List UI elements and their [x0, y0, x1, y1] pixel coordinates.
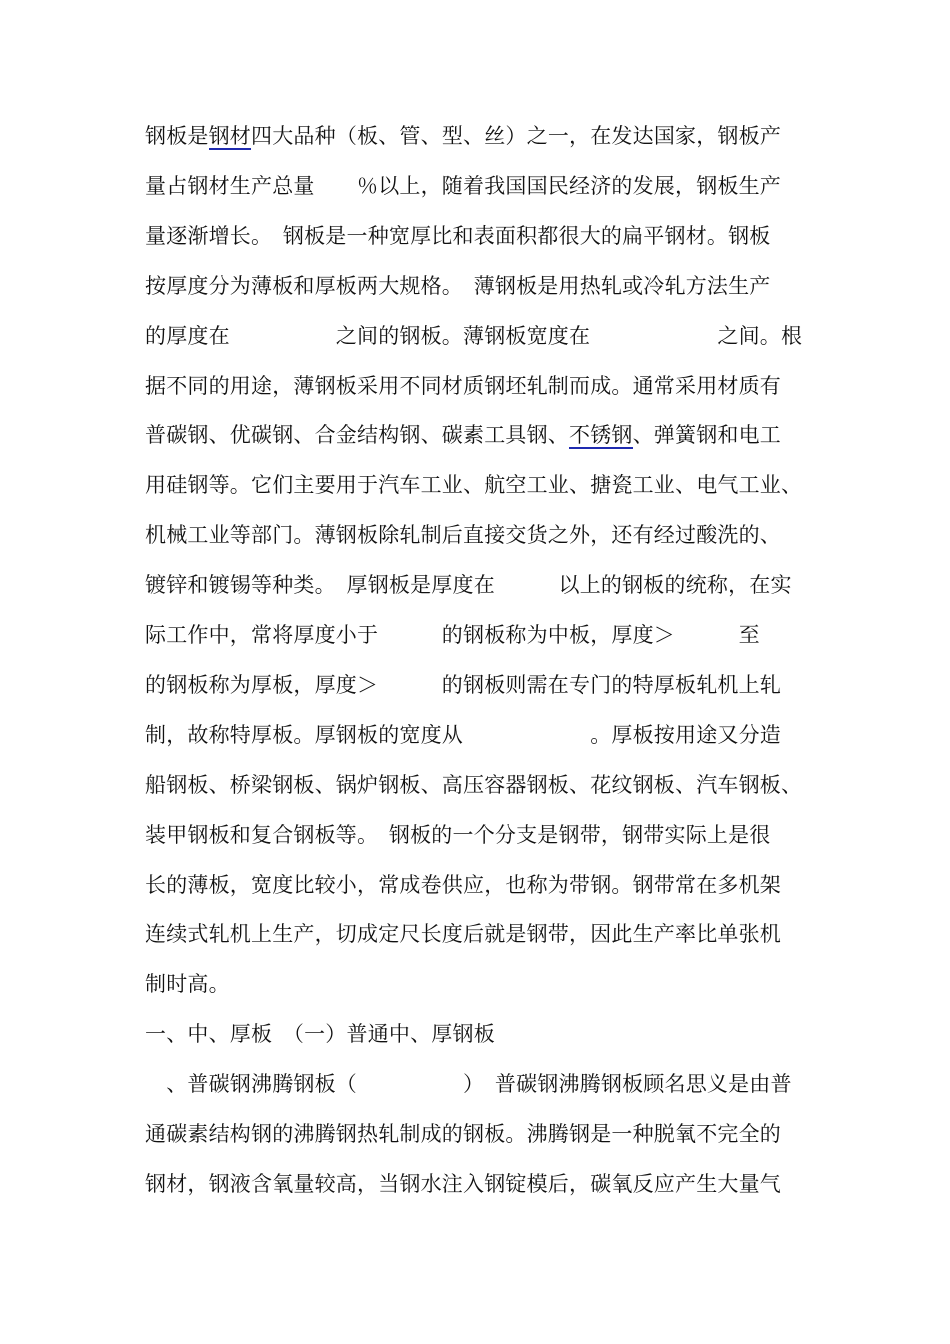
text-line	[145, 417, 815, 453]
text-line	[145, 767, 815, 803]
text-line	[145, 867, 815, 903]
text-segment: 镀锌和镀锡等种类。 厚钢板是厚度在 以上的钢板的统称，在实	[145, 573, 792, 598]
text-segment: 制时高。	[145, 972, 230, 997]
text-line	[145, 218, 815, 254]
hyperlink[interactable]: 不锈钢	[569, 423, 633, 448]
text-segment: 际工作中，常将厚度小于 的钢板称为中板，厚度＞ 至	[145, 623, 760, 647]
text-line	[145, 1116, 815, 1152]
text-line	[145, 667, 815, 703]
text-segment: 用硅钢等。它们主要用于汽车工业、航空工业、搪瓷工业、电气工业、	[145, 473, 803, 498]
text-segment: 制，故称特厚板。厚钢板的宽度从 。厚板按用途又分造	[145, 722, 781, 747]
text-segment: 、普碳钢沸腾钢板（ ） 普碳钢沸腾钢板顾名思义是由普	[145, 1072, 792, 1097]
text-line	[145, 517, 815, 553]
text-segment: 量逐渐增长。 钢板是一种宽厚比和表面积都很大的扁平钢材。钢板	[145, 223, 771, 248]
text-segment: 、弹簧钢和电工	[632, 423, 782, 448]
text-segment: 机械工业等部门。薄钢板除轧制后直接交货之外，还有经过酸洗的、	[145, 523, 781, 548]
text-segment: 通碳素结构钢的沸腾钢热轧制成的钢板。沸腾钢是一种脱氧不完全的	[145, 1122, 781, 1146]
hyperlink[interactable]: 钢材	[208, 124, 252, 148]
text-line	[145, 368, 815, 404]
text-line	[145, 1166, 815, 1202]
text-segment: 一、中、厚板 （一）普通中、厚钢板	[145, 1022, 495, 1047]
text-segment: 四大品种（板、管、型、丝）之一，在发达国家，钢板产	[251, 124, 782, 148]
text-segment: 钢板是	[145, 124, 209, 148]
text-line	[145, 318, 815, 354]
text-segment: 长的薄板，宽度比较小，常成卷供应，也称为带钢。钢带常在多机架	[145, 872, 781, 897]
text-segment: 装甲钢板和复合钢板等。 钢板的一个分支是钢带，钢带实际上是很	[145, 822, 771, 847]
text-segment: 普碳钢、优碳钢、合金结构钢、碳素工具钢、	[145, 423, 569, 448]
text-segment: 量占钢材生产总量 ％以上，随着我国国民经济的发展，钢板生产	[145, 173, 781, 198]
text-segment: 据不同的用途，薄钢板采用不同材质钢坯轧制而成。通常采用材质有	[145, 373, 781, 398]
text-segment: 钢材，钢液含氧量较高，当钢水注入钢锭模后，碳氧反应产生大量气	[145, 1171, 781, 1196]
text-line	[145, 168, 815, 204]
text-line	[145, 1066, 815, 1102]
text-segment: 的厚度在 之间的钢板。薄钢板宽度在 之间。根	[145, 323, 803, 348]
text-line	[145, 966, 815, 1002]
text-segment: 的钢板称为厚板，厚度＞ 的钢板则需在专门的特厚板轧机上轧	[145, 672, 781, 697]
text-line	[145, 467, 815, 503]
text-line	[145, 567, 815, 603]
text-line	[145, 916, 815, 952]
text-line	[145, 268, 815, 304]
text-line	[145, 817, 815, 853]
text-segment: 船钢板、桥梁钢板、锅炉钢板、高压容器钢板、花纹钢板、汽车钢板、	[145, 772, 803, 797]
text-line	[145, 717, 815, 753]
text-segment: 连续式轧机上生产，切成定尺长度后就是钢带，因此生产率比单张机	[145, 922, 781, 947]
text-line	[145, 118, 815, 154]
text-line	[145, 617, 815, 653]
text-line	[145, 1016, 815, 1052]
text-segment: 按厚度分为薄板和厚板两大规格。 薄钢板是用热轧或冷轧方法生产	[145, 273, 771, 298]
